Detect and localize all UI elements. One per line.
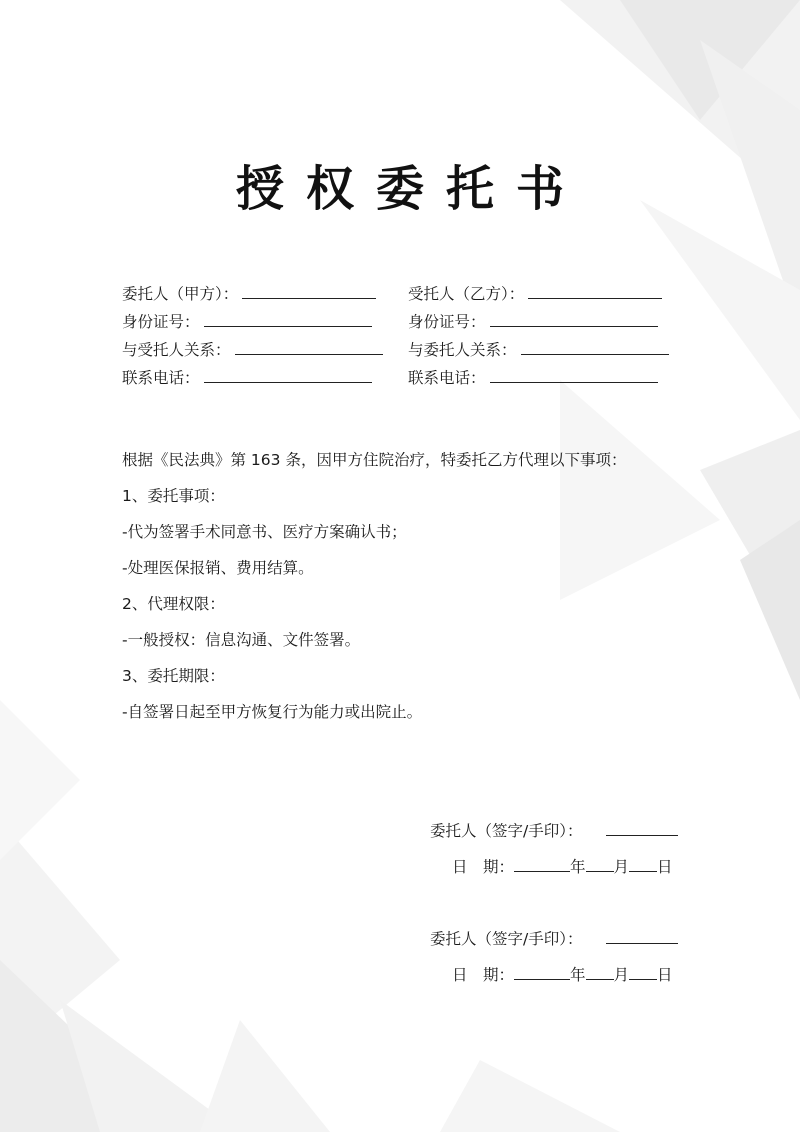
signer-field[interactable]: [430, 927, 678, 950]
list-item: -处理医保报销、费用结算。: [122, 559, 314, 577]
principal-id-label: 身份证号：: [122, 313, 200, 331]
principal-name-label: 委托人（甲方）：: [122, 285, 239, 303]
agent-id-blank[interactable]: [490, 310, 658, 327]
principal-phone-blank[interactable]: [204, 366, 372, 383]
agent-phone-blank[interactable]: [490, 366, 658, 383]
signer-label: 委托人（签字/手印）：: [430, 822, 583, 840]
signature-blank[interactable]: [606, 927, 678, 944]
list-item: -一般授权：信息沟通、文件签署。: [122, 631, 361, 649]
principal-relation-field[interactable]: [122, 338, 383, 360]
body-intro: 根据《民法典》第 163 条，因甲方住院治疗，特委托乙方代理以下事项：: [122, 451, 627, 469]
agent-relation-blank[interactable]: [521, 338, 669, 355]
agent-relation-field[interactable]: [408, 338, 669, 360]
agent-name-label: 受托人（乙方）：: [408, 285, 525, 303]
principal-name-blank[interactable]: [242, 282, 376, 299]
day-blank[interactable]: [629, 855, 657, 872]
agent-phone-label: 联系电话：: [408, 369, 486, 387]
list-item: -自签署日起至甲方恢复行为能力或出院止。: [122, 703, 423, 721]
principal-phone-field[interactable]: [122, 366, 372, 388]
year-label: 年: [570, 858, 586, 876]
year-blank[interactable]: [514, 963, 570, 980]
agent-name-blank[interactable]: [528, 282, 662, 299]
signer-field[interactable]: [430, 819, 678, 842]
month-blank[interactable]: [586, 855, 614, 872]
month-blank[interactable]: [586, 963, 614, 980]
year-blank[interactable]: [514, 855, 570, 872]
agent-phone-field[interactable]: [408, 366, 658, 388]
signer-label: 委托人（签字/手印）：: [430, 930, 583, 948]
section-heading: 2、代理权限：: [122, 595, 225, 613]
document-title: 授权委托书: [235, 161, 586, 217]
principal-relation-label: 与受托人关系：: [122, 341, 231, 359]
section-heading: 3、委托期限：: [122, 667, 225, 685]
date-label: 日 期：: [452, 966, 515, 984]
day-label: 日: [657, 966, 673, 984]
month-label: 月: [613, 966, 630, 984]
agent-id-field[interactable]: [408, 310, 658, 332]
agent-name-field[interactable]: [408, 282, 662, 304]
month-label: 月: [613, 858, 630, 876]
agent-relation-label: 与委托人关系：: [408, 341, 517, 359]
principal-id-blank[interactable]: [204, 310, 372, 327]
principal-phone-label: 联系电话：: [122, 369, 200, 387]
date-label: 日 期：: [452, 858, 515, 876]
principal-id-field[interactable]: [122, 310, 372, 332]
year-label: 年: [570, 966, 586, 984]
agent-id-label: 身份证号：: [408, 313, 486, 331]
principal-name-field[interactable]: [122, 282, 376, 304]
signature-blank[interactable]: [606, 819, 678, 836]
date-field[interactable]: [452, 963, 673, 986]
date-field[interactable]: [452, 855, 673, 878]
principal-relation-blank[interactable]: [235, 338, 383, 355]
day-blank[interactable]: [629, 963, 657, 980]
section-heading: 1、委托事项：: [122, 487, 225, 505]
list-item: -代为签署手术同意书、医疗方案确认书；: [122, 523, 407, 541]
day-label: 日: [657, 858, 673, 876]
